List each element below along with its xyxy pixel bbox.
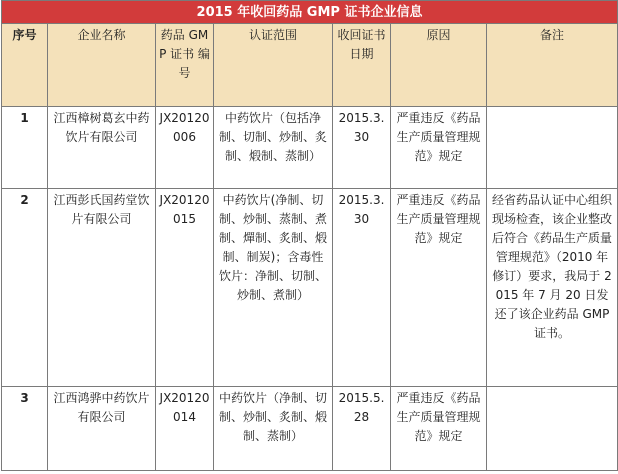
row-seq: 2 — [2, 189, 48, 387]
row-reason: 严重违反《药品生产质量管理规范》规定 — [391, 387, 487, 471]
row-seq: 3 — [2, 387, 48, 471]
header-seq: 序号 — [2, 24, 48, 107]
row-scope: 中药饮片（净制、切制、炒制、炙制、煅制、蒸制） — [214, 387, 333, 471]
gmp-table — [1, 0, 618, 471]
table-row — [2, 387, 618, 471]
row-remark: 经省药品认证中心组织现场检查，该企业整改后符合《药品生产质量管理规范》（2010 年修订）要求，我局于 2015 年 7 月 20 日发还了该企业药品 GMP 证书。 — [487, 189, 618, 387]
table-title: 2015 年收回药品 GMP 证书企业信息 — [2, 1, 618, 24]
title-row — [2, 1, 618, 24]
row-company: 江西鸿骅中药饮片有限公司 — [48, 387, 156, 471]
header-cert: 药品 GMP 证书 编号 — [156, 24, 214, 107]
row-date: 2015.5.28 — [333, 387, 391, 471]
row-date: 2015.3.30 — [333, 189, 391, 387]
row-remark — [487, 387, 618, 471]
row-reason: 严重违反《药品生产质量管理规范》规定 — [391, 189, 487, 387]
row-company: 江西樟树葛玄中药饮片有限公司 — [48, 107, 156, 189]
row-remark — [487, 107, 618, 189]
row-cert: JX20120015 — [156, 189, 214, 387]
row-scope: 中药饮片(净制、切制、炒制、蒸制、煮制、燀制、炙制、煅制、制炭)；含毒性饮片：净制、切制、炒制、煮制） — [214, 189, 333, 387]
header-row — [2, 24, 618, 107]
header-remark: 备注 — [487, 24, 618, 107]
header-company: 企业名称 — [48, 24, 156, 107]
table-row — [2, 107, 618, 189]
row-scope: 中药饮片（包括净制、切制、炒制、炙制、煅制、蒸制） — [214, 107, 333, 189]
row-cert: JX20120006 — [156, 107, 214, 189]
row-reason: 严重违反《药品生产质量管理规范》规定 — [391, 107, 487, 189]
table-row — [2, 189, 618, 387]
header-reason: 原因 — [391, 24, 487, 107]
row-seq: 1 — [2, 107, 48, 189]
header-date: 收回证书日期 — [333, 24, 391, 107]
row-company: 江西彭氏国药堂饮片有限公司 — [48, 189, 156, 387]
header-scope: 认证范围 — [214, 24, 333, 107]
row-cert: JX20120014 — [156, 387, 214, 471]
row-date: 2015.3.30 — [333, 107, 391, 189]
